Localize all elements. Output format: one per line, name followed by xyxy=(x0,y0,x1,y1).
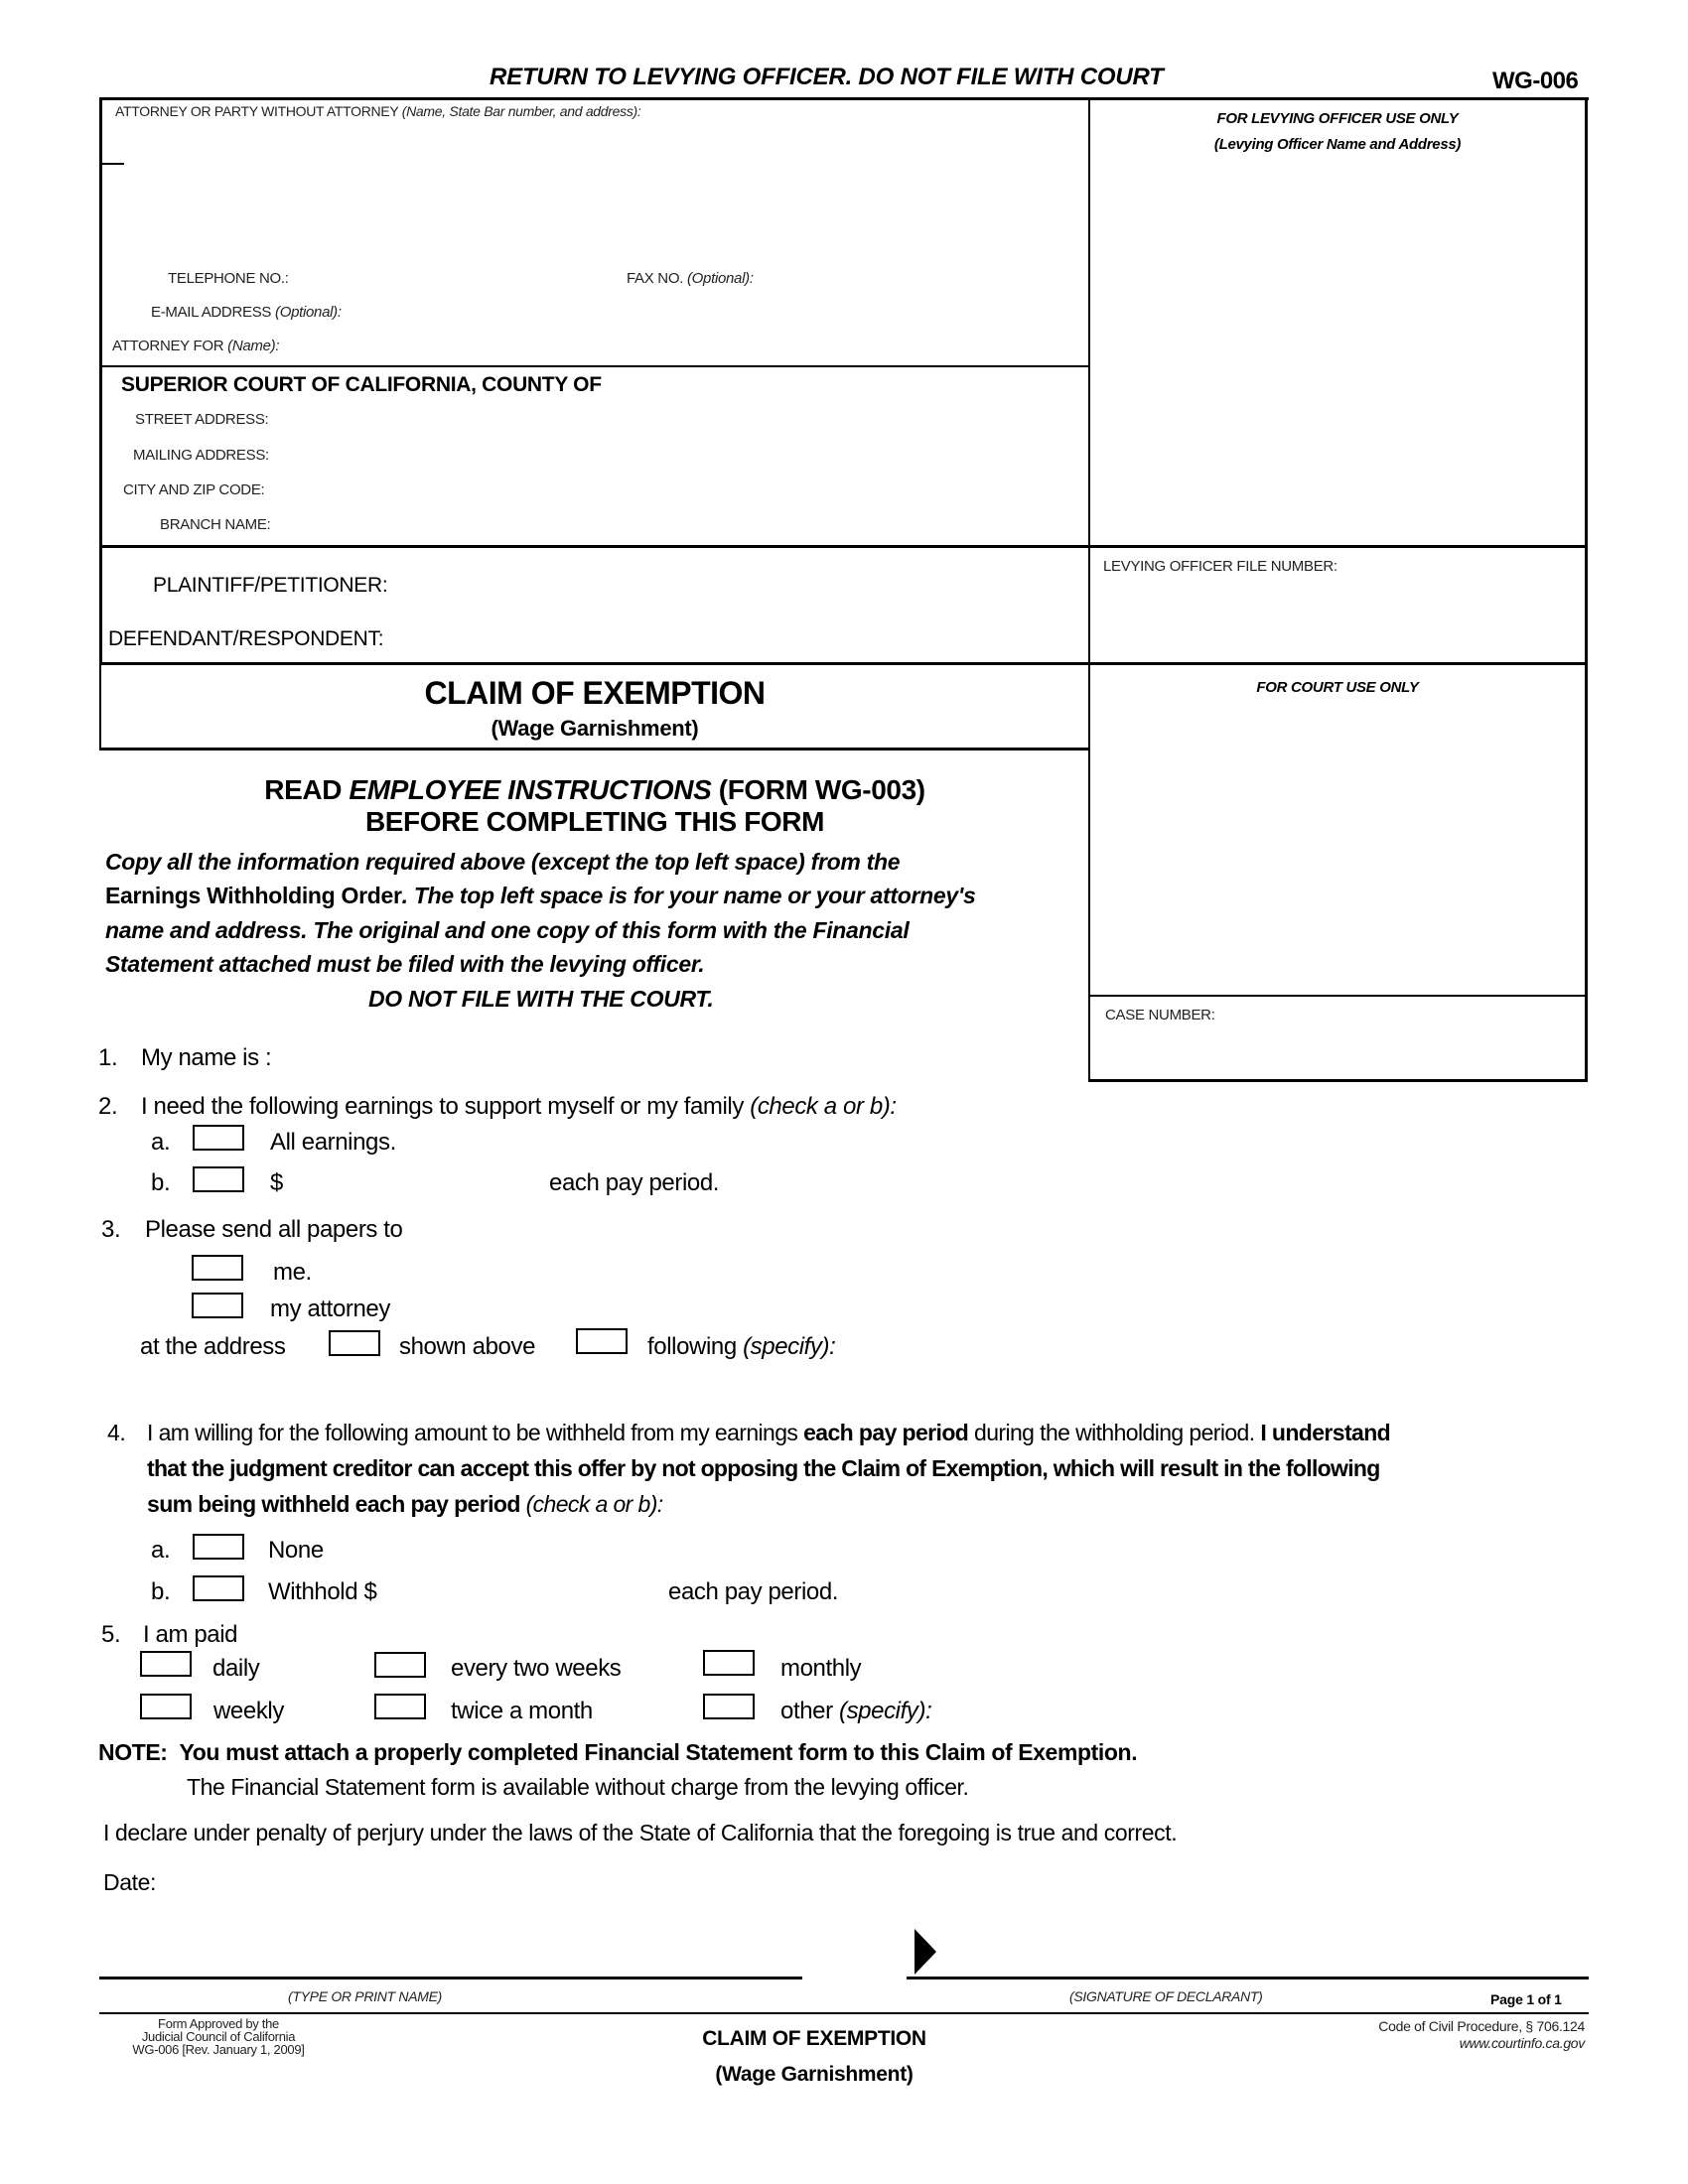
address-prefix: at the address xyxy=(140,1333,286,1360)
city-zip-input[interactable] xyxy=(298,476,1072,501)
item4-number: 4. xyxy=(107,1420,126,1445)
instructions-heading-1 xyxy=(99,774,1090,806)
defendant-label: DEFENDANT/RESPONDENT: xyxy=(108,627,384,650)
court-title: SUPERIOR COURT OF CALIFORNIA, COUNTY OF xyxy=(121,373,602,396)
paid-daily-label: daily xyxy=(212,1655,260,1682)
address-following-label xyxy=(647,1333,835,1361)
signature-line xyxy=(907,1977,1589,1979)
address-shown-above-checkbox[interactable] xyxy=(329,1330,380,1356)
footer-approved-3: WG-006 [Rev. January 1, 2009] xyxy=(132,2042,305,2057)
following-address-input[interactable] xyxy=(859,1329,1569,1359)
levying-officer-subtitle: (Levying Officer Name and Address) xyxy=(1213,136,1462,153)
note-bold-text: You must attach a properly completed Financial Statement form to this Claim of Exemption. xyxy=(179,1739,1138,1765)
court-use-title: FOR COURT USE ONLY xyxy=(1256,679,1419,696)
item2-b-checkbox[interactable] xyxy=(193,1166,244,1192)
paid-other-input[interactable] xyxy=(953,1694,1569,1723)
heading-read: READ xyxy=(264,774,350,805)
branch-name-label: BRANCH NAME: xyxy=(160,516,271,533)
paid-twice-a-month-label: twice a month xyxy=(451,1698,593,1724)
item4-bold-1: each pay period xyxy=(803,1420,969,1445)
plaintiff-input[interactable] xyxy=(417,570,1072,600)
paid-weekly-label: weekly xyxy=(213,1698,284,1724)
note-line2: The Financial Statement form is available without charge from the levying officer. xyxy=(187,1774,969,1800)
court-section-top xyxy=(99,365,1090,367)
declaration-text: I declare under penalty of perjury under the laws of the State of California that the foregoing is true and correct. xyxy=(103,1820,1178,1845)
item4-b-letter: b. xyxy=(151,1578,171,1605)
footer-title: CLAIM OF EXEMPTION xyxy=(702,2027,926,2050)
item2-a-text: All earnings. xyxy=(270,1129,396,1156)
attorney-for-label xyxy=(112,338,279,354)
mailing-address-input[interactable] xyxy=(298,441,1072,467)
title-box-bottom xyxy=(99,748,1090,751)
file-number-input[interactable] xyxy=(1102,586,1574,645)
send-to-me-label: me. xyxy=(273,1259,312,1286)
form-subtitle: (Wage Garnishment) xyxy=(491,716,699,741)
paid-daily-checkbox[interactable] xyxy=(140,1651,192,1677)
date-label: Date: xyxy=(103,1869,156,1895)
date-input[interactable] xyxy=(169,1866,566,1896)
footer-subtitle: (Wage Garnishment) xyxy=(715,2063,914,2086)
case-number-label: CASE NUMBER: xyxy=(1105,1007,1215,1024)
defendant-input[interactable] xyxy=(417,623,1072,653)
paid-every-two-weeks-checkbox[interactable] xyxy=(374,1652,426,1678)
item1-text: My name is : xyxy=(141,1044,272,1071)
item2-amount-input[interactable] xyxy=(290,1165,538,1195)
telephone-label: TELEPHONE NO.: xyxy=(168,270,289,287)
attorney-for-input[interactable] xyxy=(313,332,1072,357)
parties-section-top xyxy=(99,545,1588,548)
heading-form: (FORM WG-003) xyxy=(711,774,925,805)
frame-top xyxy=(99,97,1589,100)
withhold-amount-input[interactable] xyxy=(392,1574,660,1604)
paid-monthly-label: monthly xyxy=(780,1655,862,1682)
fax-label-hint: (Optional): xyxy=(686,270,754,287)
attorney-label xyxy=(115,103,640,119)
print-name-caption: (TYPE OR PRINT NAME) xyxy=(288,1988,443,2004)
email-label-hint: (Optional): xyxy=(275,304,342,321)
item4-line3-bold: sum being withheld each pay period xyxy=(147,1491,526,1517)
heading-italic: EMPLOYEE INSTRUCTIONS xyxy=(349,774,712,805)
my-name-input[interactable] xyxy=(288,1042,1072,1074)
instructions-heading-2: BEFORE COMPLETING THIS FORM xyxy=(364,806,825,837)
item5-text: I am paid xyxy=(143,1621,238,1648)
send-to-attorney-checkbox[interactable] xyxy=(192,1293,243,1318)
item2-hint: (check a or b): xyxy=(750,1093,897,1120)
item4-text-2: during the withholding period. xyxy=(968,1420,1261,1445)
print-name-input[interactable] xyxy=(99,1936,799,1976)
item2-a-letter: a. xyxy=(151,1129,171,1156)
instructions-para-1: Copy all the information required above (except the top left space) from the xyxy=(105,849,901,875)
item2-text xyxy=(141,1093,897,1121)
attorney-name-input[interactable] xyxy=(111,129,1074,248)
item2-a-checkbox[interactable] xyxy=(193,1125,244,1151)
street-address-input[interactable] xyxy=(298,405,1072,431)
item4-line3-hint: (check a or b): xyxy=(525,1491,663,1517)
item4-a-checkbox[interactable] xyxy=(193,1534,244,1560)
attorney-for-label-hint: (Name): xyxy=(227,338,280,354)
signature-area[interactable] xyxy=(943,1931,1579,1975)
fax-label xyxy=(627,270,754,287)
levying-officer-input[interactable] xyxy=(1102,164,1574,536)
frame-right xyxy=(1585,97,1588,1082)
send-to-me-checbox[interactable] xyxy=(192,1255,243,1281)
form-title: CLAIM OF EXEMPTION xyxy=(424,675,766,711)
form-number: WG-006 xyxy=(1492,68,1579,94)
print-name-line xyxy=(99,1977,802,1979)
levying-officer-title: FOR LEVYING OFFICER USE ONLY xyxy=(1216,110,1459,127)
item4-a-text: None xyxy=(268,1537,324,1564)
item4-line1 xyxy=(147,1420,1390,1446)
footer-approved-1: Form Approved by the xyxy=(158,2016,279,2031)
attorney-label-hint: (Name, State Bar number, and address): xyxy=(401,103,641,119)
instructions-para-5: DO NOT FILE WITH THE COURT. xyxy=(368,986,714,1012)
item3-number: 3. xyxy=(101,1216,121,1243)
case-number-top xyxy=(1088,995,1588,997)
signature-caption: (SIGNATURE OF DECLARANT) xyxy=(1069,1988,1263,2004)
item2-b-letter: b. xyxy=(151,1169,171,1196)
page-indicator: Page 1 of 1 xyxy=(1490,1991,1562,2007)
case-number-bottom xyxy=(1088,1079,1588,1082)
email-label xyxy=(151,304,342,321)
fax-input[interactable] xyxy=(784,264,1072,290)
fax-label-text: FAX NO. xyxy=(627,270,684,287)
item4-b-checkbox[interactable] xyxy=(193,1575,244,1601)
telephone-input[interactable] xyxy=(298,264,616,290)
item2-b-suffix: each pay period. xyxy=(549,1169,720,1196)
email-input[interactable] xyxy=(377,298,1072,324)
address-shown-above-label: shown above xyxy=(399,1333,536,1360)
paid-other-label xyxy=(780,1698,931,1725)
instructions-para-4: Statement attached must be filed with the levying officer. xyxy=(105,951,705,977)
item2-number: 2. xyxy=(98,1093,118,1120)
para-2-italic: . The top left space is for your name or your attorney's xyxy=(401,883,976,908)
item4-bold-2: I understand xyxy=(1260,1420,1391,1445)
note-prefix: NOTE: xyxy=(98,1739,168,1765)
attorney-label-text: ATTORNEY OR PARTY WITHOUT ATTORNEY xyxy=(115,103,399,119)
paid-other-checkbox[interactable] xyxy=(703,1694,755,1719)
file-number-label: LEVYING OFFICER FILE NUMBER: xyxy=(1103,558,1337,575)
street-address-label: STREET ADDRESS: xyxy=(135,411,269,428)
other-hint: (specify): xyxy=(838,1698,932,1724)
instructions-para-3: name and address. The original and one copy of this form with the Financial xyxy=(105,917,910,943)
instructions-para-2 xyxy=(105,883,976,909)
note-line1 xyxy=(98,1739,1137,1766)
item4-b-suffix: each pay period. xyxy=(668,1578,839,1605)
title-box-top xyxy=(99,662,1588,665)
paid-monthly-checkbox[interactable] xyxy=(703,1650,755,1676)
item4-line2: that the judgment creditor can accept this offer by not opposing the Claim of Exemption, which will result in the following xyxy=(147,1455,1380,1481)
following-hint: (specify): xyxy=(743,1333,836,1360)
item2-b-dollar: $ xyxy=(270,1169,283,1196)
item3-text: Please send all papers to xyxy=(145,1216,403,1243)
item4-b-text: Withhold $ xyxy=(268,1578,377,1605)
item4-a-letter: a. xyxy=(151,1537,171,1564)
other-text: other xyxy=(780,1698,839,1724)
item4-text-1: I am willing for the following amount to be withheld from my earnings xyxy=(147,1420,804,1445)
send-to-attorney-label: my attorney xyxy=(270,1296,390,1322)
signature-arrow-icon xyxy=(914,1929,936,1975)
mailing-address-label: MAILING ADDRESS: xyxy=(133,447,269,464)
paid-every-two-weeks-label: every two weeks xyxy=(451,1655,622,1682)
footer-approved-2: Judicial Council of California xyxy=(141,2029,296,2044)
email-label-text: E-MAIL ADDRESS xyxy=(151,304,272,321)
case-number-input[interactable] xyxy=(1102,1032,1574,1072)
footer-line xyxy=(99,2012,1589,2014)
item4-line3 xyxy=(147,1491,663,1518)
city-zip-label: CITY AND ZIP CODE: xyxy=(123,481,265,498)
plaintiff-label: PLAINTIFF/PETITIONER: xyxy=(153,574,388,597)
following-text: following xyxy=(647,1333,744,1360)
frame-left-top xyxy=(99,97,102,663)
attorney-for-label-text: ATTORNEY FOR xyxy=(112,338,224,354)
return-banner: RETURN TO LEVYING OFFICER. DO NOT FILE WITH COURT xyxy=(490,64,1164,90)
branch-name-input[interactable] xyxy=(298,510,1072,536)
footer-code: Code of Civil Procedure, § 706.124 xyxy=(1378,2018,1585,2034)
item1-number: 1. xyxy=(98,1044,118,1071)
item5-number: 5. xyxy=(101,1621,121,1648)
para-2-regular: Earnings Withholding Order xyxy=(105,883,402,908)
item2-text-main: I need the following earnings to support myself or my family xyxy=(141,1093,751,1120)
address-following-checkbox[interactable] xyxy=(576,1328,628,1354)
footer-website[interactable]: www.courtinfo.ca.gov xyxy=(1459,2035,1585,2051)
frame-divider xyxy=(1088,97,1090,1082)
paid-weekly-checkbox[interactable] xyxy=(140,1694,192,1719)
paid-twice-a-month-checkbox[interactable] xyxy=(374,1694,426,1719)
